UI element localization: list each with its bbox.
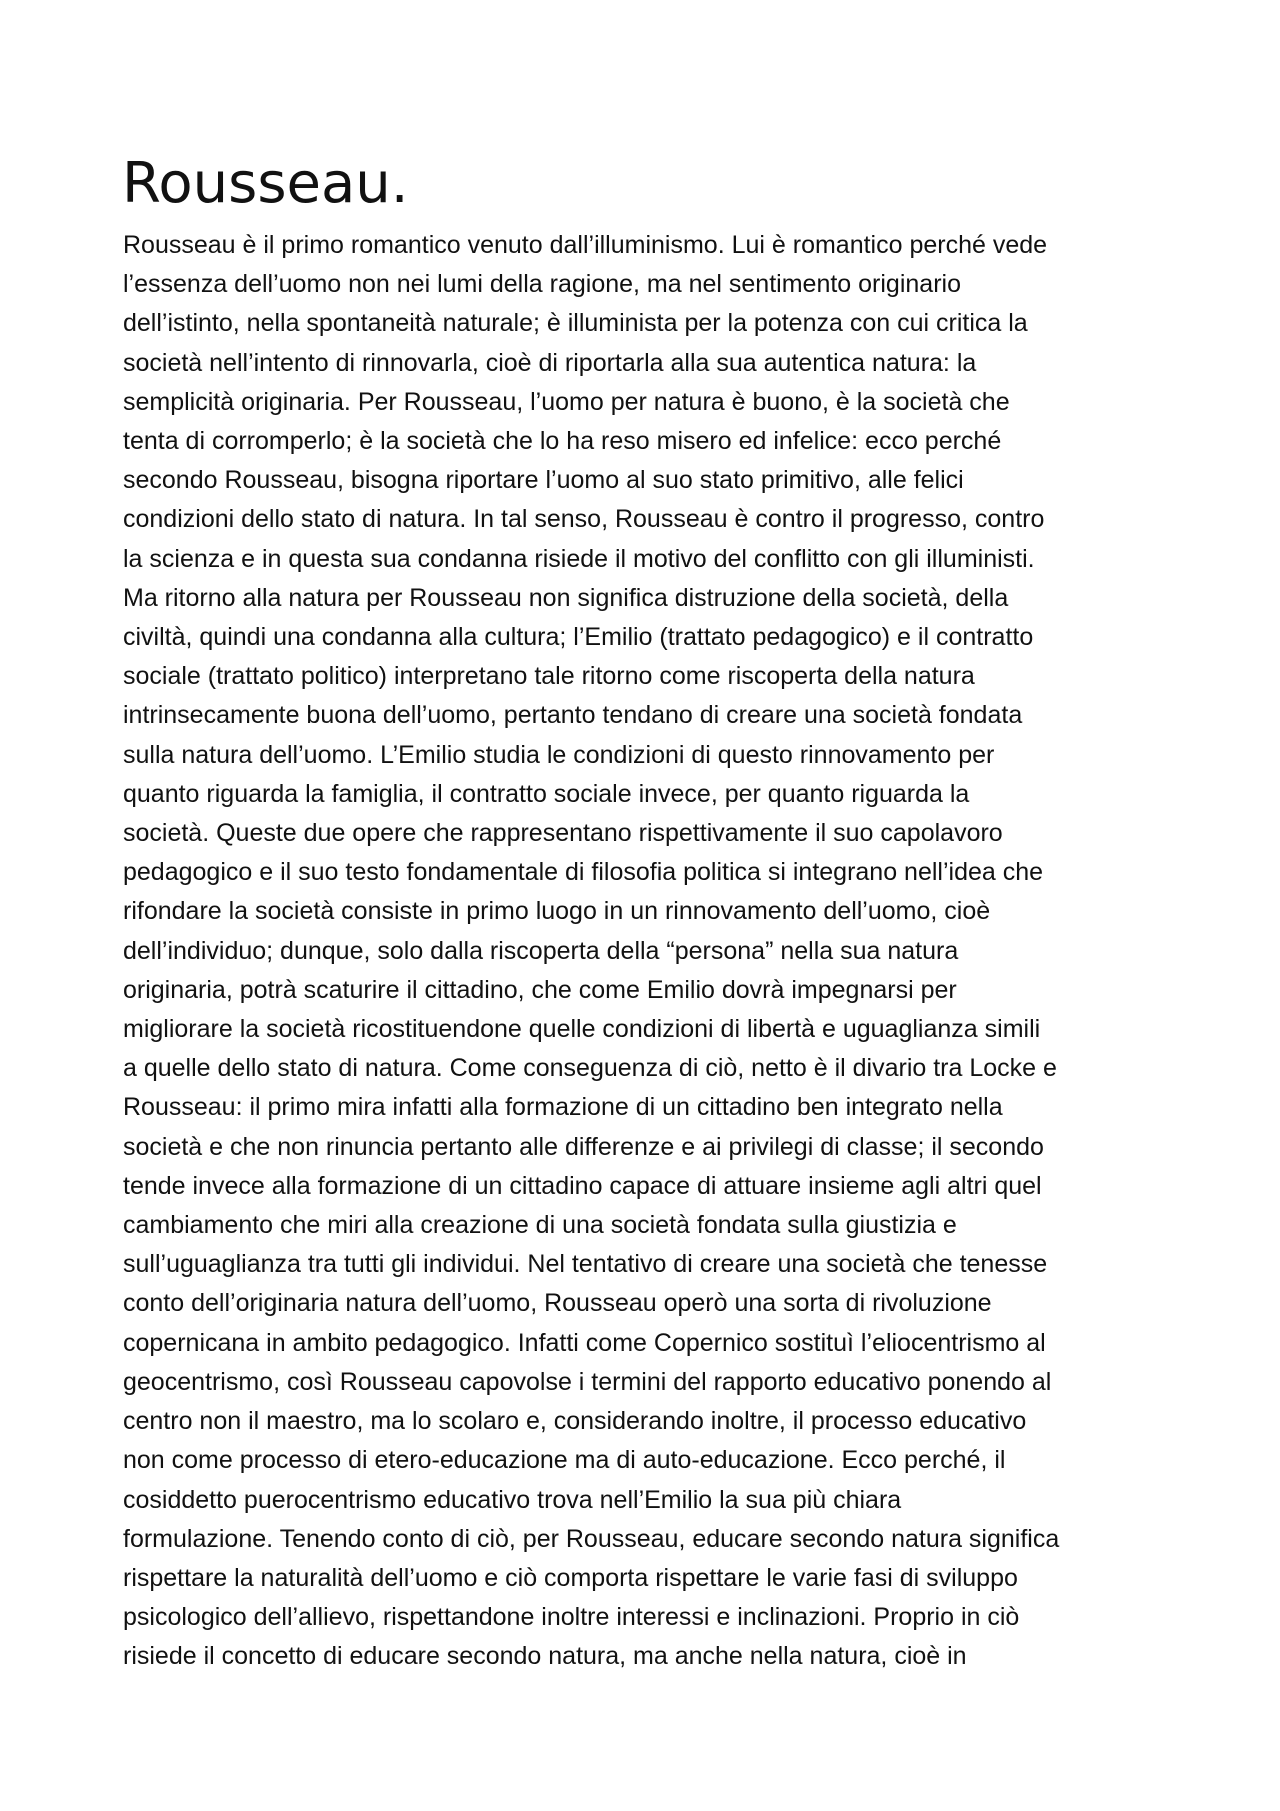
text-line: psicologico dell’allievo, rispettandone inoltre interessi e inclinazioni. Proprio in ciò xyxy=(123,1603,1020,1632)
text-line: semplicità originaria. Per Rousseau, l’uomo per natura è buono, è la società che xyxy=(123,387,1010,416)
text-line: formulazione. Tenendo conto di ciò, per Rousseau, educare secondo natura significa xyxy=(123,1524,1060,1553)
text-line: Rousseau è il primo romantico venuto dall’illuminismo. Lui è romantico perché vede xyxy=(123,231,1048,259)
text-line: tende invece alla formazione di un cittadino capace di attuare insieme agli altri quel xyxy=(123,1171,1042,1200)
text-line: a quelle dello stato di natura. Come conseguenza di ciò, netto è il divario tra Locke e xyxy=(123,1054,1057,1083)
text-line: centro non il maestro, ma lo scolaro e, considerando inoltre, il processo educativo xyxy=(123,1407,1027,1436)
text-line: dell’individuo; dunque, solo dalla riscoperta della “persona” nella sua natura xyxy=(123,936,959,965)
text-line: risiede il concetto di educare secondo natura, ma anche nella natura, cioè in xyxy=(123,1642,967,1671)
text-line: copernicana in ambito pedagogico. Infatti come Copernico sostituì l’eliocentrismo al xyxy=(123,1328,1046,1357)
text-line: società. Queste due opere che rappresentano rispettivamente il suo capolavoro xyxy=(123,819,1003,848)
text-line: Ma ritorno alla natura per Rousseau non significa distruzione della società, della xyxy=(123,583,1009,612)
text-line: Rousseau: il primo mira infatti alla formazione di un cittadino ben integrato nella xyxy=(123,1093,1003,1122)
text-line: rispettare la naturalità dell’uomo e ciò comporta rispettare le varie fasi di sviluppo xyxy=(123,1563,1018,1592)
text-line: cambiamento che miri alla creazione di una società fondata sulla giustizia e xyxy=(123,1211,957,1240)
text-line: migliorare la società ricostituendone quelle condizioni di libertà e uguaglianza simili xyxy=(123,1015,1041,1044)
text-line: cosiddetto puerocentrismo educativo trova nell’Emilio la sua più chiara xyxy=(123,1485,902,1514)
text-line: originaria, potrà scaturire il cittadino, che come Emilio dovrà impegnarsi per xyxy=(123,975,957,1004)
text-line: conto dell’originaria natura dell’uomo, Rousseau operò una sorta di rivoluzione xyxy=(123,1289,992,1318)
text-line: civiltà, quindi una condanna alla cultura; l’Emilio (trattato pedagogico) e il contratto xyxy=(123,623,1034,652)
document-body xyxy=(123,226,1163,1677)
text-line: non come processo di etero-educazione ma di auto-educazione. Ecco perché, il xyxy=(123,1446,1006,1475)
text-line: intrinsecamente buona dell’uomo, pertanto tendano di creare una società fondata xyxy=(123,701,1023,730)
text-line: dell’istinto, nella spontaneità naturale; è illuminista per la potenza con cui critica la xyxy=(123,309,1028,338)
text-line: quanto riguarda la famiglia, il contratto sociale invece, per quanto riguarda la xyxy=(123,779,970,808)
text-line: rifondare la società consiste in primo luogo in un rinnovamento dell’uomo, cioè xyxy=(123,897,991,926)
text-line: società e che non rinuncia pertanto alle differenze e ai privilegi di classe; il secondo xyxy=(123,1132,1044,1161)
text-line: l’essenza dell’uomo non nei lumi della ragione, ma nel sentimento originario xyxy=(123,270,961,299)
text-line: condizioni dello stato di natura. In tal senso, Rousseau è contro il progresso, contro xyxy=(123,505,1045,534)
text-line: sulla natura dell’uomo. L’Emilio studia le condizioni di questo rinnovamento per xyxy=(123,740,995,769)
text-line: società nell’intento di rinnovarla, cioè di riportarla alla sua autentica natura: la xyxy=(123,348,977,377)
text-line: sociale (trattato politico) interpretano tale ritorno come riscoperta della natura xyxy=(123,662,975,691)
text-line: geocentrismo, così Rousseau capovolse i termini del rapporto educativo ponendo al xyxy=(123,1367,1052,1396)
text-line: secondo Rousseau, bisogna riportare l’uomo al suo stato primitivo, alle felici xyxy=(123,466,964,495)
text-line: pedagogico e il suo testo fondamentale di filosofia politica si integrano nell’idea che xyxy=(123,858,1044,887)
document-title: Rousseau. xyxy=(122,151,409,216)
text-line: la scienza e in questa sua condanna risiede il motivo del conflitto con gli illuministi. xyxy=(123,544,1035,573)
text-line: sull’uguaglianza tra tutti gli individui. Nel tentativo di creare una società che tenesse xyxy=(123,1250,1048,1279)
text-line: tenta di corromperlo; è la società che lo ha reso misero ed infelice: ecco perché xyxy=(123,427,1002,456)
